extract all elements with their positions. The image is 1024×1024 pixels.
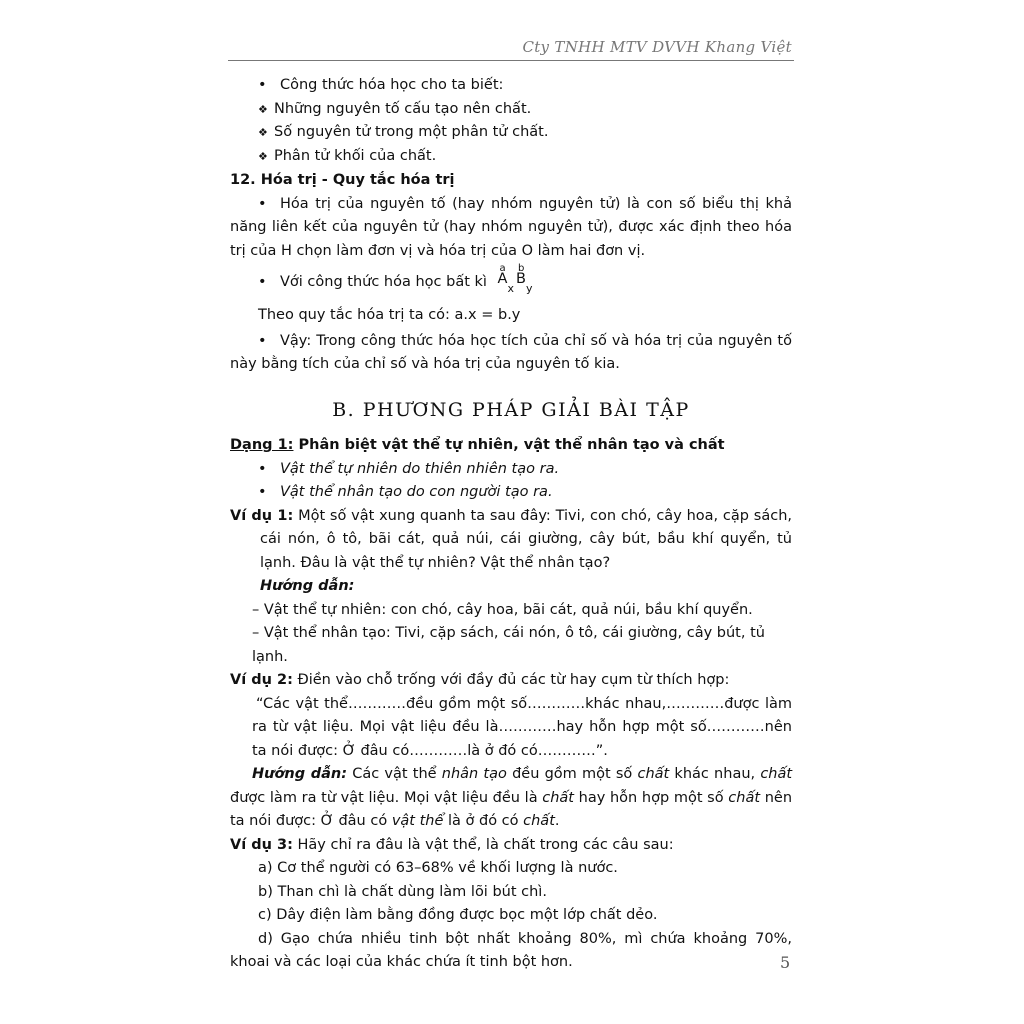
- example-1: Ví dụ 1: Một số vật xung quanh ta sau đây: Tivi, con chó, cây hoa, cặp sách, cái nón, ô tô, bãi cát, quả núi, cái giường, cây bút, bầu khí quyển, tủ lạnh. Đâu là vật thể tự nhiên? Vật thể nhân tạo?: [230, 507, 792, 571]
- example-3: Ví dụ 3: Hãy chỉ ra đâu là vật thể, là chất trong các câu sau:: [230, 836, 674, 853]
- diamond-item: ❖ Những nguyên tố cấu tạo nên chất.: [230, 98, 792, 122]
- section-12-heading: 12. Hóa trị - Quy tắc hóa trị: [230, 172, 455, 188]
- diamond-item: ❖ Số nguyên tử trong một phân tử chất.: [230, 121, 792, 145]
- example-1-answer: – Vật thể tự nhiên: con chó, cây hoa, bãi cát, quả núi, bầu khí quyển.: [252, 601, 753, 618]
- page-content: [230, 74, 792, 975]
- valence-conclusion: • Vậy: Trong công thức hóa học tích của chỉ số và hóa trị của nguyên tố này bằng tích của chỉ số và hóa trị của nguyên tố kia.: [230, 330, 792, 377]
- valence-rule: Theo quy tắc hóa trị ta có: a.x = b.y: [258, 307, 521, 324]
- example-3-item: a) Cơ thể người có 63–68% về khối lượng là nước.: [258, 860, 618, 877]
- example-3-item: b) Than chì là chất dùng làm lõi bút chì.: [258, 883, 547, 900]
- formula-line: • Với công thức hóa học bất kì a $A_x$ b $B_y$: [258, 263, 533, 295]
- example-1-guide-label: Hướng dẫn:: [260, 578, 355, 595]
- example-3-item: d) Gạo chứa nhiều tinh bột nhất khoảng 80%, mì chứa khoảng 70%, khoai và các loại của khác chứa ít tinh bột hơn.: [230, 930, 792, 971]
- example-2-guide: Hướng dẫn: Các vật thể nhân tạo đều gồm một số chất khác nhau, chất được làm ra từ vật liệu. Mọi vật liệu đều là chất hay hỗn hợp một số chất nên ta nói được: Ở đâu có vật thể là ở đó có chất.: [230, 766, 793, 830]
- bullet-icon: •: [258, 332, 267, 349]
- bullet-icon: •: [258, 77, 267, 93]
- diamond-item: ❖ Phân tử khối của chất.: [230, 145, 792, 169]
- chemical-formula: a $A_x$ b $B_y$: [497, 263, 533, 295]
- dang-1-heading: Dạng 1: Phân biệt vật thể tự nhiên, vật thể nhân tạo và chất: [230, 437, 725, 454]
- bullet-icon: •: [258, 274, 267, 290]
- diamond-icon: ❖: [258, 126, 268, 139]
- bullet-icon: •: [258, 195, 267, 212]
- bullet-icon: •: [258, 484, 267, 501]
- dang-1-bullet: • Vật thể nhân tạo do con người tạo ra.: [230, 481, 792, 505]
- diamond-icon: ❖: [258, 149, 268, 163]
- page-number: 5: [780, 953, 791, 972]
- example-3-item: c) Dây điện làm bằng đồng được bọc một lớp chất dẻo.: [258, 907, 658, 924]
- example-1-answer: – Vật thể nhân tạo: Tivi, cặp sách, cái nón, ô tô, cái giường, cây bút, tủ lạnh.: [252, 625, 765, 665]
- publisher-name: Cty TNHH MTV DVVH Khang Việt: [522, 38, 792, 56]
- valence-definition: • Hóa trị của nguyên tố (hay nhóm nguyên tử) là con số biểu thị khả năng liên kết của nguyên tử (hay nhóm nguyên tử), được xác định theo hóa trị của H chọn làm đơn vị và hóa trị của O làm hai đơn vị.: [230, 193, 792, 264]
- bullet-icon: •: [258, 460, 267, 477]
- example-2: Ví dụ 2: Điền vào chỗ trống với đầy đủ các từ hay cụm từ thích hợp:: [230, 672, 730, 689]
- page-header: [228, 36, 794, 61]
- intro-bullet: • Công thức hóa học cho ta biết:: [230, 74, 792, 98]
- section-b-title: B. PHƯƠNG PHÁP GIẢI BÀI TẬP: [332, 398, 690, 421]
- diamond-icon: ❖: [258, 102, 268, 116]
- example-2-quote: “Các vật thể…………đều gồm một số…………khác nhau,…………được làm ra từ vật liệu. Mọi vật liệu đều là…………hay hỗn hợp một số…………nên ta nói được: Ở đâu có…………là ở đó có…………”.: [252, 695, 792, 759]
- dang-1-bullet: • Vật thể tự nhiên do thiên nhiên tạo ra.: [230, 458, 792, 482]
